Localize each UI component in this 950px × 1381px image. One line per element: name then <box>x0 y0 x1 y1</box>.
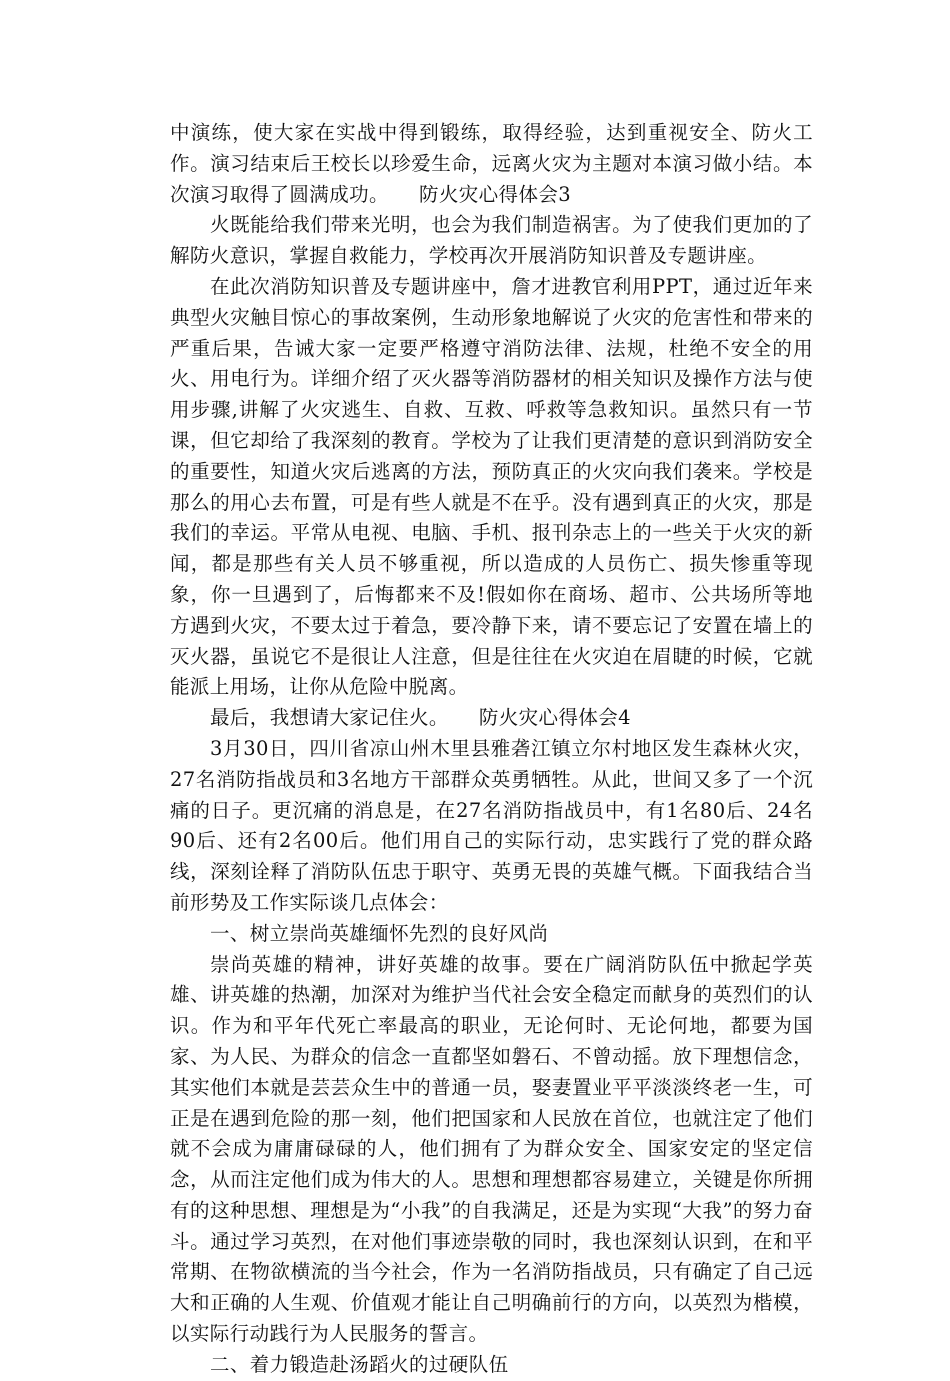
paragraph-1: 中演练，使大家在实战中得到锻练，取得经验，达到重视安全、防火工作。演习结束后王校长以珍爱生命，远离火灾为主题对本演习做小结。本次演习取得了圆满成功。 防火灾心得体会3 <box>170 121 813 206</box>
document-body <box>170 118 813 1381</box>
section-heading-1: 一、树立崇尚英雄缅怀先烈的良好风尚 <box>210 921 549 945</box>
paragraph-6: 崇尚英雄的精神，讲好英雄的故事。要在广阔消防队伍中掀起学英雄、讲英雄的热潮，加深对为维护当代社会安全稳定而献身的英烈们的认识。作为和平年代死亡率最高的职业，无论何时、无论何地，都要为国家、为人民、为群众的信念一直都坚如磐石、不曾动摇。放下理想信念，其实他们本就是芸芸众生中的普通一员，娶妻置业平平淡淡终老一生，可正是在遇到危险的那一刻，他们把国家和人民放在首位，也就注定了他们就不会成为庸庸碌碌的人，他们拥有了为群众安全、国家安定的坚定信念，从而注定他们成为伟大的人。思想和理想都容易建立，关键是你所拥有的这种思想、理想是为“小我”的自我满足，还是为实现“大我”的努力奋斗。通过学习英烈，在对他们事迹崇敬的同时，我也深刻认识到，在和平常期、在物欲横流的当今社会，作为一名消防指战员，只有确定了自己远大和正确的人生观、价值观才能让自己明确前行的方向，以英烈为楷模，以实际行动践行为人民服务的誓言。 <box>170 952 813 1346</box>
paragraph-3: 在此次消防知识普及专题讲座中，詹才进教官利用PPT，通过近年来典型火灾触目惊心的事故案例，生动形象地解说了火灾的危害性和带来的严重后果，告诫大家一定要严格遵守消防法律、法规，杜绝不安全的用火、用电行为。详细介绍了灭火器等消防器材的相关知识及操作方法与使用步骤,讲解了火灾逃生、自救、互救、呼救等急救知识。虽然只有一节课，但它却给了我深刻的教育。学校为了让我们更清楚的意识到消防安全的重要性，知道火灾后逃离的方法，预防真正的火灾向我们袭来。学校是那么的用心去布置，可是有些人就是不在乎。没有遇到真正的火灾，那是我们的幸运。平常从电视、电脑、手机、报刊杂志上的一些关于火灾的新闻，都是那些有关人员不够重视，所以造成的人员伤亡、损失惨重等现象，你一旦遇到了，后悔都来不及!假如你在商场、超市、公共场所等地方遇到火灾，不要太过于着急，要冷静下来，请不要忘记了安置在墙上的灭火器，虽说它不是很让人注意，但是往往在火灾迫在眉睫的时候，它就能派上用场，让你从危险中脱离。 <box>170 274 813 699</box>
paragraph-4: 最后，我想请大家记住火。 防火灾心得体会4 <box>210 706 631 730</box>
paragraph-2: 火既能给我们带来光明，也会为我们制造祸害。为了使我们更加的了解防火意识，掌握自救能力，学校再次开展消防知识普及专题讲座。 <box>170 213 813 268</box>
section-heading-2: 二、着力锻造赴汤蹈火的过硬队伍 <box>210 1352 509 1376</box>
paragraph-5: 3月30日，四川省凉山州木里县雅砻江镇立尔村地区发生森林火灾，27名消防指战员和3名地方干部群众英勇牺牲。从此，世间又多了一个沉痛的日子。更沉痛的消息是，在27名消防指战员中，有1名80后、24名90后、还有2名00后。他们用自己的实际行动，忠实践行了党的群众路线，深刻诠释了消防队伍忠于职守、英勇无畏的英雄气概。下面我结合当前形势及工作实际谈几点体会： <box>170 736 813 914</box>
